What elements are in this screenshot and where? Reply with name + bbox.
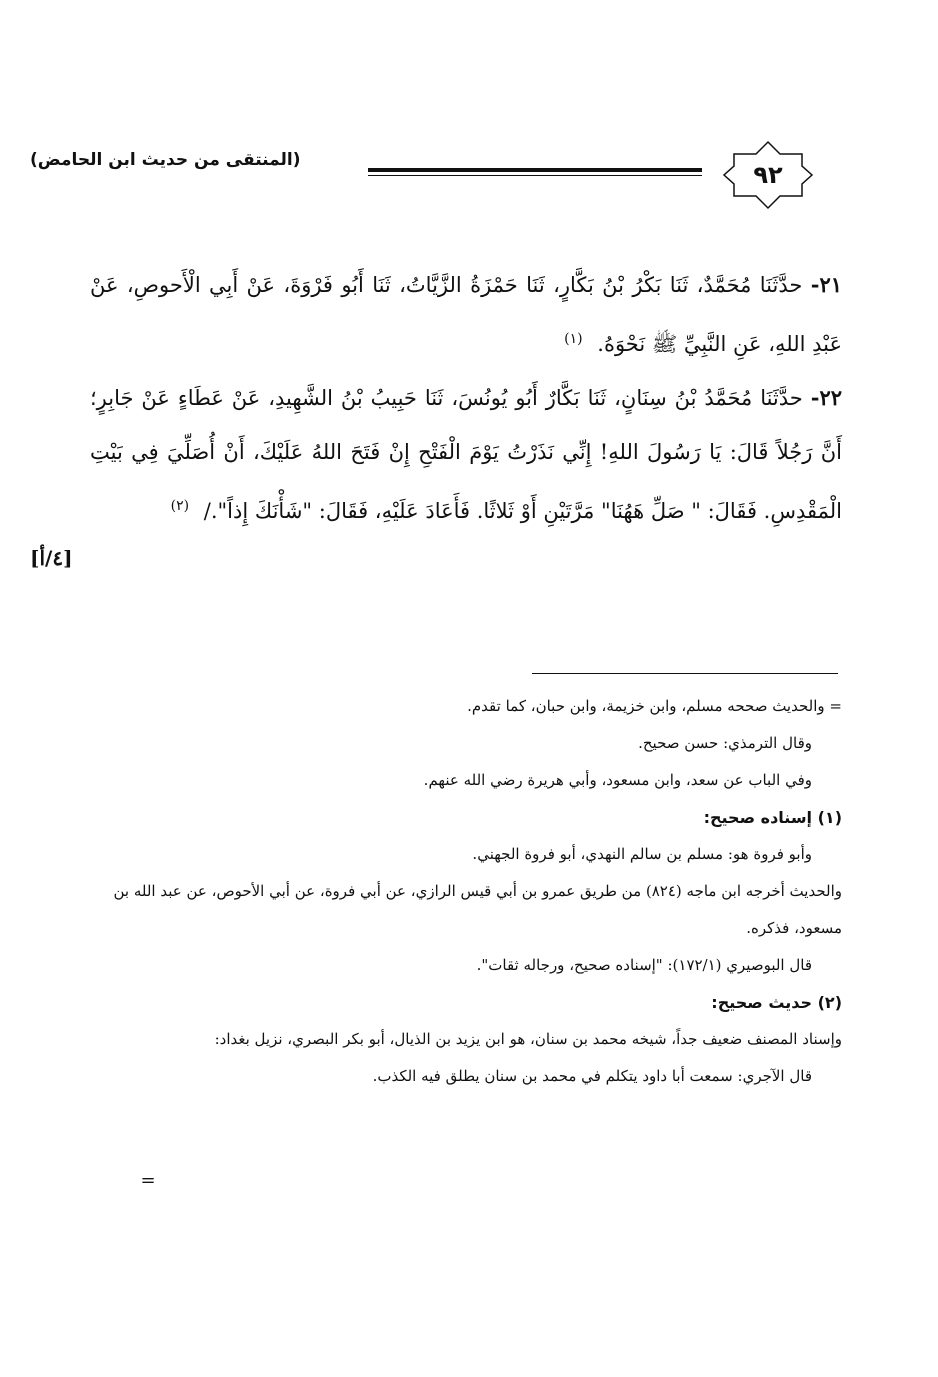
footnote-1-heading: (١) إسناده صحيح: (703, 808, 842, 827)
footnote-line: وفي الباب عن سعد، وابن مسعود، وأبي هريرة رضي الله عنهم. (423, 771, 812, 789)
footnote-2-heading: (٢) حديث صحيح: (711, 993, 842, 1012)
footnote-line: قال الآجري: سمعت أبا داود يتكلم في محمد بن سنان يطلق فيه الكذب. (372, 1067, 812, 1085)
hadith-number: ٢١- (810, 272, 842, 297)
header-rule (368, 168, 702, 172)
hadith-21 (90, 258, 842, 371)
continuation-mark: = (140, 1170, 156, 1191)
running-header-title: (المنتقى من حديث ابن الحامض) (30, 150, 301, 170)
page-number-badge (722, 140, 814, 210)
hadith-text: حدَّثَنَا مُحَمَّدُ بْنُ سِنَانٍ، ثَنَا بَكَّارٌ أَبُو يُونُسَ، ثَنَا حَبِيبُ بْنُ الشَّهِيدِ، عَنْ عَطَاءٍ عَنْ جَابِرٍ؛ أَنَّ رَجُلاً قَالَ: يَا رَسُولَ اللهِ! إِنِّي نَذَرْتُ يَوْمَ الْفَتْحِ إِنْ فَتَحَ اللهُ عَلَيْكَ، أَنْ أُصَلِّيَ فِي بَيْتِ الْمَقْدِسِ. فَقَالَ: " صَلِّ هَهُنَا" مَرَّتَيْنِ أَوْ ثَلاثًا. فَأَعَادَ عَلَيْهِ، فَقَالَ: "شَأْنَكَ إِذاً"./ (90, 386, 842, 523)
footnote-line: وقال الترمذي: حسن صحيح. (638, 734, 812, 752)
footnote-ref: (٢) (170, 498, 190, 514)
header-rule-thin (368, 175, 702, 176)
hadith-22 (90, 371, 842, 538)
footnotes (90, 688, 842, 1095)
footnote-line: وإسناد المصنف ضعيف جداً، شيخه محمد بن سنان، هو ابن يزيد بن الذيال، أبو بكر البصري، نزيل بغداد: (214, 1030, 842, 1048)
footnote-line: = والحديث صححه مسلم، وابن خزيمة، وابن حبان، كما تقدم. (467, 697, 842, 715)
footnote-separator (532, 673, 838, 674)
hadith-text: حدَّثَنَا مُحَمَّدٌ، ثَنَا بَكْرُ بْنُ بَكَّارٍ، ثَنَا حَمْزَةُ الزَّيَّاتُ، ثَنَا أَبُو فَرْوَةَ، عَنْ أَبِي الْأَحوصِ، عَنْ عَبْدِ اللهِ، عَنِ النَّبِيِّ ﷺ نَحْوَهُ. (90, 273, 842, 356)
hadith-body (90, 258, 842, 538)
manuscript-folio-marker: [٤/أ] (30, 546, 73, 570)
footnote-ref: (١) (564, 331, 583, 347)
page-number: ٩٢ (753, 161, 783, 189)
footnote-line: قال البوصيري (١٧٢/١): "إسناده صحيح، ورجاله ثقات". (476, 956, 812, 974)
hadith-number: ٢٢- (810, 385, 842, 410)
footnote-line: والحديث أخرجه ابن ماجه (٨٢٤) من طريق عمرو بن أبي قيس الرازي، عن أبي فروة، عن أبي الأحوص، عن عبد الله بن مسعود، فذكره. (113, 882, 842, 937)
footnote-line: وأبو فروة هو: مسلم بن سالم النهدي، أبو فروة الجهني. (472, 845, 812, 863)
